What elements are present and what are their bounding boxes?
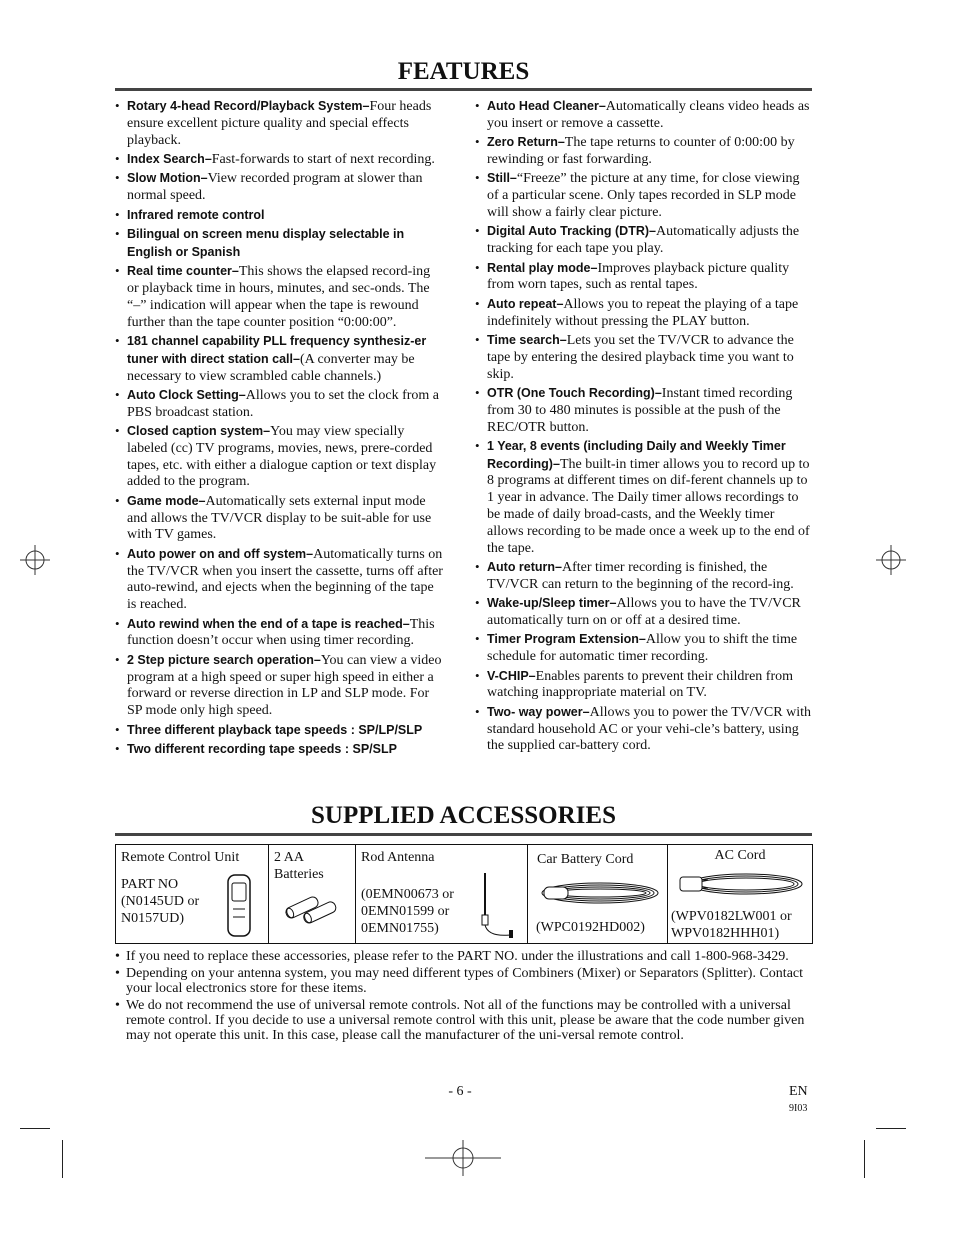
accessory-name: 2 AA Batteries: [274, 850, 324, 882]
feature-item: [475, 385, 813, 436]
feature-label: Index Search–: [127, 151, 212, 166]
feature-item: [475, 631, 813, 666]
feature-description: Lets you set the TV/VCR to advance the tape by entering the desired playback time you want to skip.: [487, 332, 794, 382]
feature-item: [115, 387, 445, 422]
feature-item: [475, 260, 813, 295]
feature-description: The built-in timer allows you to record up to 8 programs at different times on dif-ferent channels up to 1 year in advance. The Daily timer allows recordings to be made of daily broad-casts, and the Weekly timer allows recording to be made once a week up to the end of the tape.: [487, 456, 810, 556]
feature-item: [475, 668, 813, 703]
language-code: EN: [789, 1084, 808, 1099]
accessory-name: Rod Antenna: [361, 850, 435, 865]
feature-label: Two different recording tape speeds : SP/SLP: [127, 742, 397, 756]
feature-item: [115, 493, 445, 544]
feature-label: Closed caption system–: [127, 424, 271, 439]
feature-label: Still–: [487, 171, 517, 186]
feature-item: [475, 170, 813, 221]
feature-label: Timer Program Extension–: [487, 632, 646, 647]
feature-description: You can view a video program at a high speed or super high speed in either a forward or reverse direction in LP and SLP mode. For SP mode only high speed.: [127, 652, 442, 719]
feature-description: Allows you to repeat the playing of a tape indefinitely without pressing the PLAY button.: [487, 296, 799, 329]
car-battery-cord-icon: [538, 875, 662, 911]
note-item: • If you need to replace these accessories, please refer to the PART NO. under the illustrations and call 1-800-968-3429.: [115, 949, 812, 964]
feature-description: Allows you to power the TV/VCR with standard household AC or your vehi-cle’s battery, using the supplied car-battery cord.: [487, 704, 811, 754]
feature-label: Rotary 4-head Record/Playback System–: [127, 99, 370, 113]
feature-item: [115, 151, 445, 169]
feature-label: 2 Step picture search operation–: [127, 652, 321, 667]
accessory-antenna: [356, 845, 528, 944]
feature-description: You may view specially labeled (cc) TV programs, movies, news, prere-corded tapes, etc. with either a dialogue caption or text display added to the program.: [127, 424, 437, 490]
accessories-title: SUPPLIED ACCESSORIES: [311, 802, 616, 829]
feature-item: [475, 332, 813, 383]
feature-label: Slow Motion–: [127, 171, 208, 186]
feature-item: [115, 616, 445, 651]
feature-description: Automatically adjusts the tracking for each tape you play.: [487, 224, 800, 257]
accessory-part: (WPC0192HD002): [536, 920, 645, 935]
feature-label: Auto rewind when the end of a tape is reached–: [127, 616, 410, 631]
feature-item: [115, 652, 445, 720]
feature-label: Wake-up/Sleep timer–: [487, 596, 617, 611]
page-number: - 6 -: [448, 1084, 472, 1099]
feature-label: Auto Head Cleaner–: [487, 99, 606, 113]
feature-description: Allow you to shift the time schedule for automatic timer recording.: [487, 632, 798, 665]
remote-control-icon: [226, 873, 252, 938]
feature-description: (A converter may be necessary to view scrambled cable channels.): [127, 351, 415, 384]
feature-item: [115, 263, 445, 331]
feature-description: After timer recording is finished, the TV/VCR can return to the beginning of the record-ing.: [487, 560, 794, 592]
features-left-column: [115, 98, 445, 760]
accessory-name: Car Battery Cord: [537, 852, 634, 867]
feature-label: Three different playback tape speeds : SP/LP/SLP: [127, 722, 423, 737]
feature-description: Automatically turns on the TV/VCR when you insert the cassette, turns off after auto-rewind, and ejects when the beginning of the tape is reached.: [127, 546, 443, 613]
feature-item: [115, 226, 445, 262]
batteries-icon: [283, 895, 341, 925]
feature-description: The tape returns to counter of 0:00:00 by rewinding or fast forwarding.: [487, 135, 795, 167]
accessory-part: (WPV0182LW001 or WPV0182HHH01): [671, 909, 792, 941]
feature-label: OTR (One Touch Recording)–: [487, 385, 662, 400]
feature-item: [475, 704, 813, 755]
feature-item: [475, 595, 813, 630]
accessory-remote: [116, 845, 269, 944]
feature-label: Real time counter–: [127, 264, 239, 279]
feature-item: [475, 134, 813, 169]
features-rule: [115, 88, 812, 91]
features-title: FEATURES: [397, 58, 530, 85]
feature-label: 1 Year, 8 events (including Daily and Weekly Timer Recording)–: [487, 438, 786, 471]
feature-description: This shows the elapsed record-ing or playback time in hours, minutes, and sec-onds. The “–” indication will appear when the tape is rewound further than the tape counter position “0:00:00”.: [127, 264, 431, 330]
feature-label: Auto repeat–: [487, 296, 564, 311]
feature-label: Infrared remote control: [127, 207, 265, 222]
feature-item: [115, 722, 445, 740]
feature-label: Auto return–: [487, 560, 562, 575]
accessory-part: (0EMN00673 or 0EMN01599 or 0EMN01755): [361, 887, 454, 936]
accessory-name: Remote Control Unit: [121, 850, 240, 865]
feature-item: [115, 741, 445, 759]
feature-description: Instant timed recording from 30 to 480 minutes is possible at the push of the REC/OTR button.: [487, 385, 793, 435]
feature-label: Zero Return–: [487, 135, 565, 150]
feature-description: Allows you to set the clock from a PBS broadcast station.: [127, 387, 440, 420]
crop-mark: [876, 1128, 906, 1129]
features-right-column: [475, 98, 813, 757]
crop-mark: [864, 1140, 865, 1178]
accessories-rule: [115, 833, 812, 836]
rod-antenna-icon: [476, 865, 516, 940]
feature-description: Automatically sets external input mode and allows the TV/VCR display to be suit-able for use with TV games.: [127, 493, 432, 543]
feature-description: “Freeze” the picture at any time, for close viewing of a particular scene. Only tapes recorded in SLP mode will show a fairly clear picture.: [487, 171, 800, 220]
accessory-batteries: [269, 845, 356, 944]
feature-description: Fast-forwards to start of next recording.: [211, 151, 435, 167]
registration-mark-icon: [20, 545, 50, 575]
feature-label: Digital Auto Tracking (DTR)–: [487, 224, 656, 239]
accessories-table: [115, 844, 813, 944]
feature-item: [475, 98, 813, 133]
feature-label: Auto Clock Setting–: [127, 387, 246, 402]
feature-item: [475, 296, 813, 331]
accessory-ac-cord: [668, 845, 813, 944]
accessory-car-cord: [528, 845, 668, 944]
feature-description: Automatically cleans video heads as you insert or remove a cassette.: [487, 99, 810, 131]
feature-label: Two- way power–: [487, 704, 590, 719]
feature-item: [115, 333, 445, 385]
note-item: • Depending on your antenna system, you may need different types of Combiners (Mixer) or Separators (Splitter). Contact your local electronics store for these items.: [115, 966, 812, 996]
feature-item: [475, 559, 813, 594]
accessory-part: PART NO (N0145UD or N0157UD): [121, 877, 200, 926]
feature-description: Allows you to have the TV/VCR automatically turn on or off at a desired time.: [487, 596, 801, 629]
note-item: • We do not recommend the use of universal remote controls. Not all of the functions may be controlled with a universal remote control. If you decide to use a universal remote control with this unit, please be aware that the code number given may not operate this unit. In this case, please call the manufacturer of the uni-versal remote control.: [115, 998, 812, 1043]
document-code: 9I03: [789, 1103, 808, 1114]
feature-description: Four heads ensure excellent picture quality and special effects playback.: [127, 99, 432, 148]
feature-label: Rental play mode–: [487, 260, 598, 275]
accessory-name: AC Cord: [714, 848, 766, 863]
crop-mark: [62, 1140, 63, 1178]
feature-item: [115, 546, 445, 614]
crop-mark: [20, 1128, 50, 1129]
accessory-notes: [115, 949, 812, 1045]
feature-description: Improves playback picture quality from worn tapes, such as rental tapes.: [487, 260, 790, 293]
feature-description: View recorded program at slower than normal speed.: [127, 171, 423, 204]
feature-label: Bilingual on screen menu display selectable in English or Spanish: [127, 226, 405, 259]
registration-mark-icon: [876, 545, 906, 575]
feature-label: Time search–: [487, 332, 567, 347]
feature-item: [475, 438, 813, 558]
feature-item: [475, 223, 813, 258]
feature-label: V-CHIP–: [487, 668, 536, 683]
feature-description: This function doesn’t occur when using timer recording.: [127, 616, 435, 649]
feature-item: [115, 170, 445, 205]
feature-label: 181 channel capability PLL frequency synthesiz-er tuner with direct station call–: [127, 333, 427, 366]
feature-label: Game mode–: [127, 493, 206, 508]
feature-item: [115, 423, 445, 491]
feature-label: Auto power on and off system–: [127, 546, 314, 561]
registration-mark-icon: [425, 1140, 501, 1176]
feature-item: [115, 98, 445, 149]
ac-cord-icon: [676, 867, 806, 901]
feature-description: Enables parents to prevent their children from watching inappropriate material on TV.: [487, 668, 793, 701]
feature-item: [115, 207, 445, 225]
